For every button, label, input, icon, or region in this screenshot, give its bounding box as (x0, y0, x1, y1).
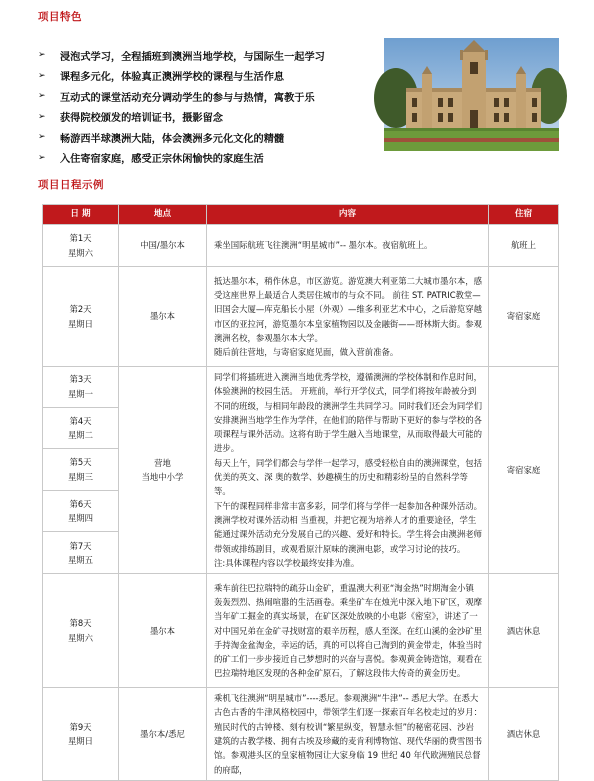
day-cell (43, 532, 119, 574)
weekday: 星期二 (67, 429, 94, 440)
column-header-content: 内容 (207, 205, 489, 225)
day-cell (43, 225, 119, 267)
day-number: 第3天 (69, 374, 92, 385)
feature-item (38, 127, 378, 148)
weekday: 星期六 (67, 632, 94, 643)
column-header-place: 地点 (119, 205, 207, 225)
day-cell (43, 490, 119, 532)
day-number: 第4天 (69, 415, 92, 426)
stay-cell: 寄宿家庭 (489, 267, 559, 367)
arrow-bullet-icon: ➢ (38, 70, 46, 81)
features-list (38, 45, 378, 168)
weekday: 星期五 (67, 554, 94, 565)
day-cell (43, 367, 119, 408)
column-header-day: 日 期 (43, 205, 119, 225)
stay-cell: 寄宿家庭 (489, 367, 559, 574)
table-row (43, 367, 559, 408)
stay-cell: 航班上 (489, 225, 559, 267)
place-cell: 营地 当地中小学 (119, 367, 207, 574)
table-header-row (43, 205, 559, 225)
feature-item (38, 148, 378, 169)
day-cell (43, 407, 119, 449)
day-number: 第5天 (69, 457, 92, 468)
arrow-bullet-icon: ➢ (38, 132, 46, 143)
feature-item (38, 107, 378, 128)
content-cell: 乘机飞往澳洲“明星城市”----悉尼。参观澳洲“牛津”-- 悉尼大学。在悉大古色古香的牛津风格校园中，带领学生们逐一探索百年名校走过的岁月：殖民时代的古钟楼、刻有校训“繁星纵变，智慧永恒”的秘密花园、沙岩建筑的古教学楼、拥有古埃及珍藏的麦肯利博物馆、现代华丽的费雪图书馆。参观港头区的皇家植物园让大家身临 19 世纪 40 年代欧洲殖民总督的府邸， (207, 688, 489, 781)
feature-text: 入住寄宿家庭，感受正宗休闲愉快的家庭生活 (60, 154, 264, 166)
place-cell: 中国/墨尔本 (119, 225, 207, 267)
stay-cell: 酒店休息 (489, 574, 559, 688)
feature-item (38, 66, 378, 87)
weekday: 星期六 (67, 247, 94, 258)
feature-text: 互动式的课堂活动充分调动学生的参与与热情，寓教于乐 (60, 92, 315, 104)
content-cell: 同学们将插班进入澳洲当地优秀学校，遵循澳洲的学校体制和作息时间，体验澳洲的校园生活。 开班前，举行开学仪式，同学们将按年龄被分到不同的班级，与相同年龄段的澳洲学生共同学习。同时我们还会为同学们安排澳洲当地学生作为学伴，在他们的陪伴与帮助下更好的参与学校的各项课程与课外活动。这将有助于学生融入当地课堂，从而取得最大可能的进步。 每天上午，同学们都会与学伴一起学习，感受轻松自由的澳洲课堂，包括优美的英文、深 奥的数学、妙趣横生的历史和精彩纷呈的自然科学等等。 下午的课程同样非常丰富多彩，同学们将与学伴一起参加各种课外活动。澳洲学校对课外活动相 当重视，并把它视为培养人才的重要途径，学生能通过课外活动充分发展自己的兴趣、爱好和特长。学生将会由澳洲老师带领或排练剧目，或观看原汁原味的澳洲电影，或学习讨论的技巧。 注:具体课程内容以学校最终安排为准。 (207, 367, 489, 574)
weekday: 星期日 (67, 736, 94, 747)
weekday: 星期四 (67, 513, 94, 524)
feature-text: 获得院校颁发的培训证书，摄影留念 (60, 113, 223, 125)
content-cell: 乘坐国际航班飞往澳洲“明星城市”-- 墨尔本。夜宿航班上。 (207, 225, 489, 267)
feature-text: 畅游西半球澳洲大陆，体会澳洲多元化文化的精髓 (60, 133, 285, 145)
university-building-illustration (384, 38, 559, 151)
day-cell (43, 688, 119, 781)
day-cell (43, 267, 119, 367)
table-row (43, 574, 559, 688)
day-number: 第8天 (69, 618, 92, 629)
day-cell (43, 574, 119, 688)
university-building-photo (384, 38, 559, 151)
content-cell: 乘车前往巴拉瑞特的疏芬山金矿，重温澳大利亚“淘金热”时期淘金小镇轰轰烈烈、热闹喧嚣的生活画卷。乘坐矿车在烛光中深入地下矿区，观摩当年矿工掘金的真实场景，在矿区深处放映的小电影《密室》，讲述了一对中国兄弟在金矿寻找财富的艰辛历程，感人至深。在红山溪的金沙矿里手持淘金盆淘金，幸运的话，真的可以将自己淘到的黄金带走，体验当时的矿工们一步步接近自己梦想时的兴奋与喜悦。参观黄金铸造馆，观看在巴拉瑞特地区发现的各种金矿原石，了解这段伟大传奇的黄金历史。 (207, 574, 489, 688)
feature-text: 浸泡式学习，全程插班到澳洲当地学校，与国际生一起学习 (60, 51, 325, 63)
weekday: 星期日 (67, 318, 94, 329)
day-number: 第9天 (69, 721, 92, 732)
place-cell: 墨尔本/悉尼 (119, 688, 207, 781)
place-cell: 墨尔本 (119, 574, 207, 688)
table-row (43, 225, 559, 267)
feature-text: 课程多元化，体验真正澳洲学校的课程与生活作息 (60, 72, 285, 84)
feature-item (38, 45, 378, 66)
section-title-schedule: 项目日程示例 (38, 179, 104, 191)
section-title-features: 项目特色 (38, 11, 82, 23)
day-number: 第1天 (69, 233, 92, 244)
day-number: 第6天 (69, 498, 92, 509)
day-number: 第2天 (69, 304, 92, 315)
content-cell: 抵达墨尔本，稍作休息，市区游览。游览澳大利亚第二大城市墨尔本，感受这座世界上最适合人类居住城市的与众不同。 前往 ST. PATRIC教堂—旧国会大厦—库克船长小屋（外观）—维多利亚艺术中心，之后游览穿越市区的亚拉河，游览墨尔本皇家植物园以及金融街——哥林斯大街。参观澳洲名校，参观墨尔本大学。 随后前往营地，与寄宿家庭见面，做入营前准备。 (207, 267, 489, 367)
stay-cell: 酒店休息 (489, 688, 559, 781)
table-row (43, 267, 559, 367)
place-cell: 墨尔本 (119, 267, 207, 367)
day-cell (43, 449, 119, 491)
table-row (43, 688, 559, 781)
column-header-stay: 住宿 (489, 205, 559, 225)
schedule-table (42, 204, 559, 781)
day-number: 第7天 (69, 540, 92, 551)
weekday: 星期三 (67, 471, 94, 482)
arrow-bullet-icon: ➢ (38, 111, 46, 122)
arrow-bullet-icon: ➢ (38, 91, 46, 102)
feature-item (38, 86, 378, 107)
arrow-bullet-icon: ➢ (38, 152, 46, 163)
weekday: 星期一 (67, 388, 94, 399)
arrow-bullet-icon: ➢ (38, 50, 46, 61)
